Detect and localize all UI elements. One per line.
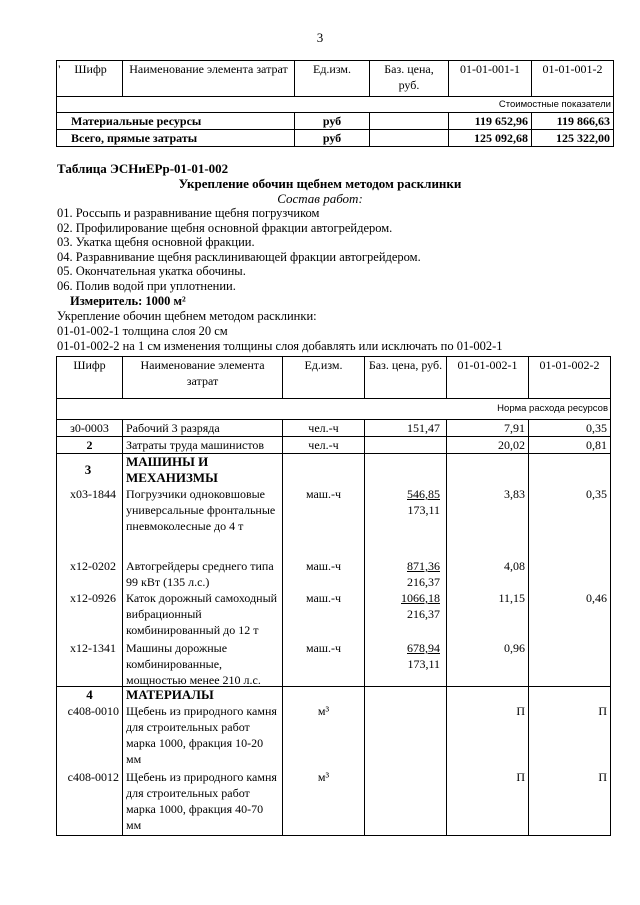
machines-block: 3 х03-1844 х12-0202 х12-0926 х12-1341 МАШИНЫ И МЕХАНИЗМЫ Погрузчики одноковшовые универсальные фронтальные пневмоколесные до 4 т Автогрейдеры среднего типа 99 кВт (135 л.с.) Каток дорожный самоходный вибрационный комбинированный до 12 т Машины дорожные комбинированные, мощностью менее 210 л.с. маш.-ч маш.-ч маш.-ч маш.-ч 546,85 173,11 871,36 216,37 1066,18 216,37 678,94 173,11 3,83 4,08 11,15 0,96 0,35 0,46	[57, 454, 611, 687]
table-row: 2 Затраты труда машинистов чел.-ч 20,02 0,81	[57, 437, 611, 454]
header-base-price: Баз. цена, руб.	[365, 357, 447, 399]
operations-list	[57, 206, 421, 294]
section-title: МАШИНЫ И МЕХАНИЗМЫ	[126, 454, 218, 485]
section-number: 4	[86, 687, 93, 702]
list-item: 02. Профилирование щебня основной фракции автогрейдером.	[57, 220, 393, 235]
header-code: Шифр	[57, 357, 123, 399]
table-row: Материальные ресурсы руб 119 652,96 119 866,63	[57, 113, 614, 130]
header-col2: 01-01-002-2	[529, 357, 611, 399]
subheader-cost: Стоимостные показатели	[57, 97, 614, 113]
materials-block: 4 с408-0010 с408-0012 МАТЕРИАЛЫ Щебень из природного камня для строительных работ марка 1000, фракция 10-20 мм Щебень из природного камня для строительных работ марка 1000, фракция 40-70 мм м³ м³ П П П П	[57, 687, 611, 836]
header-code: ' Шифр	[57, 61, 123, 97]
description: Укрепление обочин щебнем методом расклинки: 01-01-002-1 толщина слоя 20 см 01-01-002-2 на 1 см изменения толщины слоя добавлять или исключать по 01-002-1	[57, 309, 503, 353]
list-item: 04. Разравнивание щебня расклинивающей фракции автогрейдером.	[57, 249, 421, 264]
header-name: Наименование элемента затрат	[123, 357, 283, 399]
header-unit: Ед.изм.	[283, 357, 365, 399]
work-composition-title: Состав работ:	[277, 191, 363, 206]
section-number: 3	[84, 462, 92, 477]
table-row: Всего, прямые затраты руб 125 092,68 125 322,00	[57, 130, 614, 147]
section-title: МАТЕРИАЛЫ	[126, 687, 214, 702]
header-col2: 01-01-001-2	[532, 61, 614, 97]
header-base-price: Баз. цена, руб.	[370, 61, 449, 97]
header-unit: Ед.изм.	[295, 61, 370, 97]
table-title: Таблица ЭСНиЕРр-01-01-002	[57, 161, 229, 176]
list-item: 03. Укатка щебня основной фракции.	[57, 235, 255, 250]
subheader-norms: Норма расхода ресурсов	[57, 399, 611, 420]
table-row: з0-0003 Рабочий 3 разряда чел.-ч 151,47 7,91 0,35	[57, 420, 611, 437]
header-name: Наименование элемента затрат	[123, 61, 295, 97]
list-item: 01. Россыпь и разравнивание щебня погрузчиком	[57, 206, 320, 220]
cost-indicators-table	[56, 60, 614, 147]
header-col1: 01-01-002-1	[447, 357, 529, 399]
list-item: 05. Окончательная укатка обочины.	[57, 264, 246, 279]
resource-norms-table	[56, 356, 611, 836]
code-mark: '	[58, 62, 61, 76]
table-name: Укрепление обочин щебнем методом расклинки	[178, 176, 462, 191]
page-number: 3	[316, 30, 324, 45]
measure-unit: Измеритель: 1000 м²	[70, 294, 186, 308]
header-col1: 01-01-001-1	[449, 61, 532, 97]
list-item: 06. Полив водой при уплотнении.	[57, 278, 236, 293]
